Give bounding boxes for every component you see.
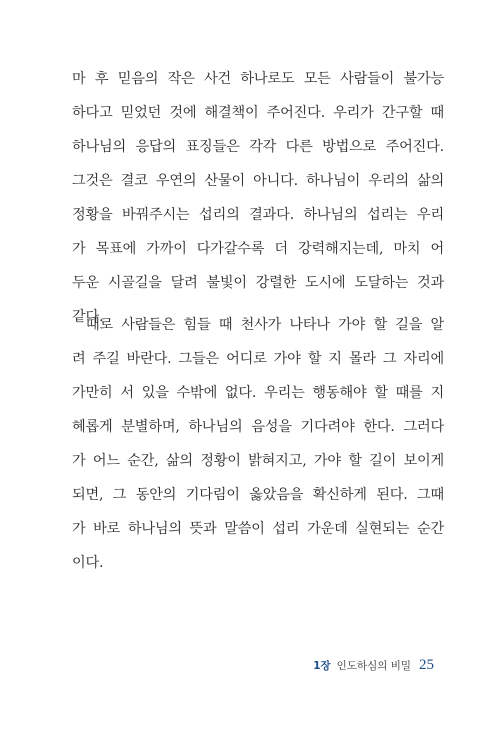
page-number: 25: [419, 657, 434, 673]
text-line: 하다고 믿었던 것에 해결책이 주어진다. 우리가 간구할 때: [72, 105, 444, 121]
text-line: 그것은 결코 우연의 산물이 아니다. 하나님이 우리의 삶의: [72, 173, 444, 189]
page-footer: [313, 657, 434, 677]
text-line: 되면, 그 동안의 기다림이 옳았음을 확신하게 된다. 그때: [72, 487, 444, 503]
text-line: 정황을 바꿔주시는 섭리의 결과다. 하나님의 섭리는 우리: [72, 207, 444, 223]
text-line: 마 후 믿음의 작은 사건 하나로도 모든 사람들이 불가능: [72, 71, 444, 87]
text-line: 가 바로 하나님의 뜻과 말씀이 섭리 가운데 실현되는 순간: [72, 521, 444, 537]
chapter-title: 인도하심의 비밀: [336, 660, 411, 672]
text-line: 려 주길 바란다. 그들은 어디로 가야 할 지 몰라 그 자리에: [72, 351, 444, 367]
text-line: 가만히 서 있을 수밖에 없다. 우리는 행동해야 할 때를 지: [72, 385, 444, 401]
body-paragraph-1: [72, 62, 444, 334]
text-line: 이다.: [72, 555, 104, 571]
text-line: 같다.: [72, 309, 104, 325]
text-line: 가 목표에 가까이 다가갈수록 더 강력해지는데, 마치 어: [72, 241, 444, 257]
text-line: 가 어느 순간, 삶의 정황이 밝혀지고, 가야 할 길이 보이게: [72, 453, 444, 469]
body-paragraph-2: [72, 308, 444, 580]
text-line: 때로 사람들은 힘들 때 천사가 나타나 가야 할 길을 알: [86, 317, 444, 333]
text-line: 하나님의 응답의 표징들은 각각 다른 방법으로 주어진다.: [72, 139, 444, 155]
text-line: 두운 시골길을 달려 불빛이 강렬한 도시에 도달하는 것과: [72, 275, 444, 291]
chapter-number: 1장: [313, 660, 331, 672]
text-line: 혜롭게 분별하며, 하나님의 음성을 기다려야 한다. 그러다: [72, 419, 444, 435]
